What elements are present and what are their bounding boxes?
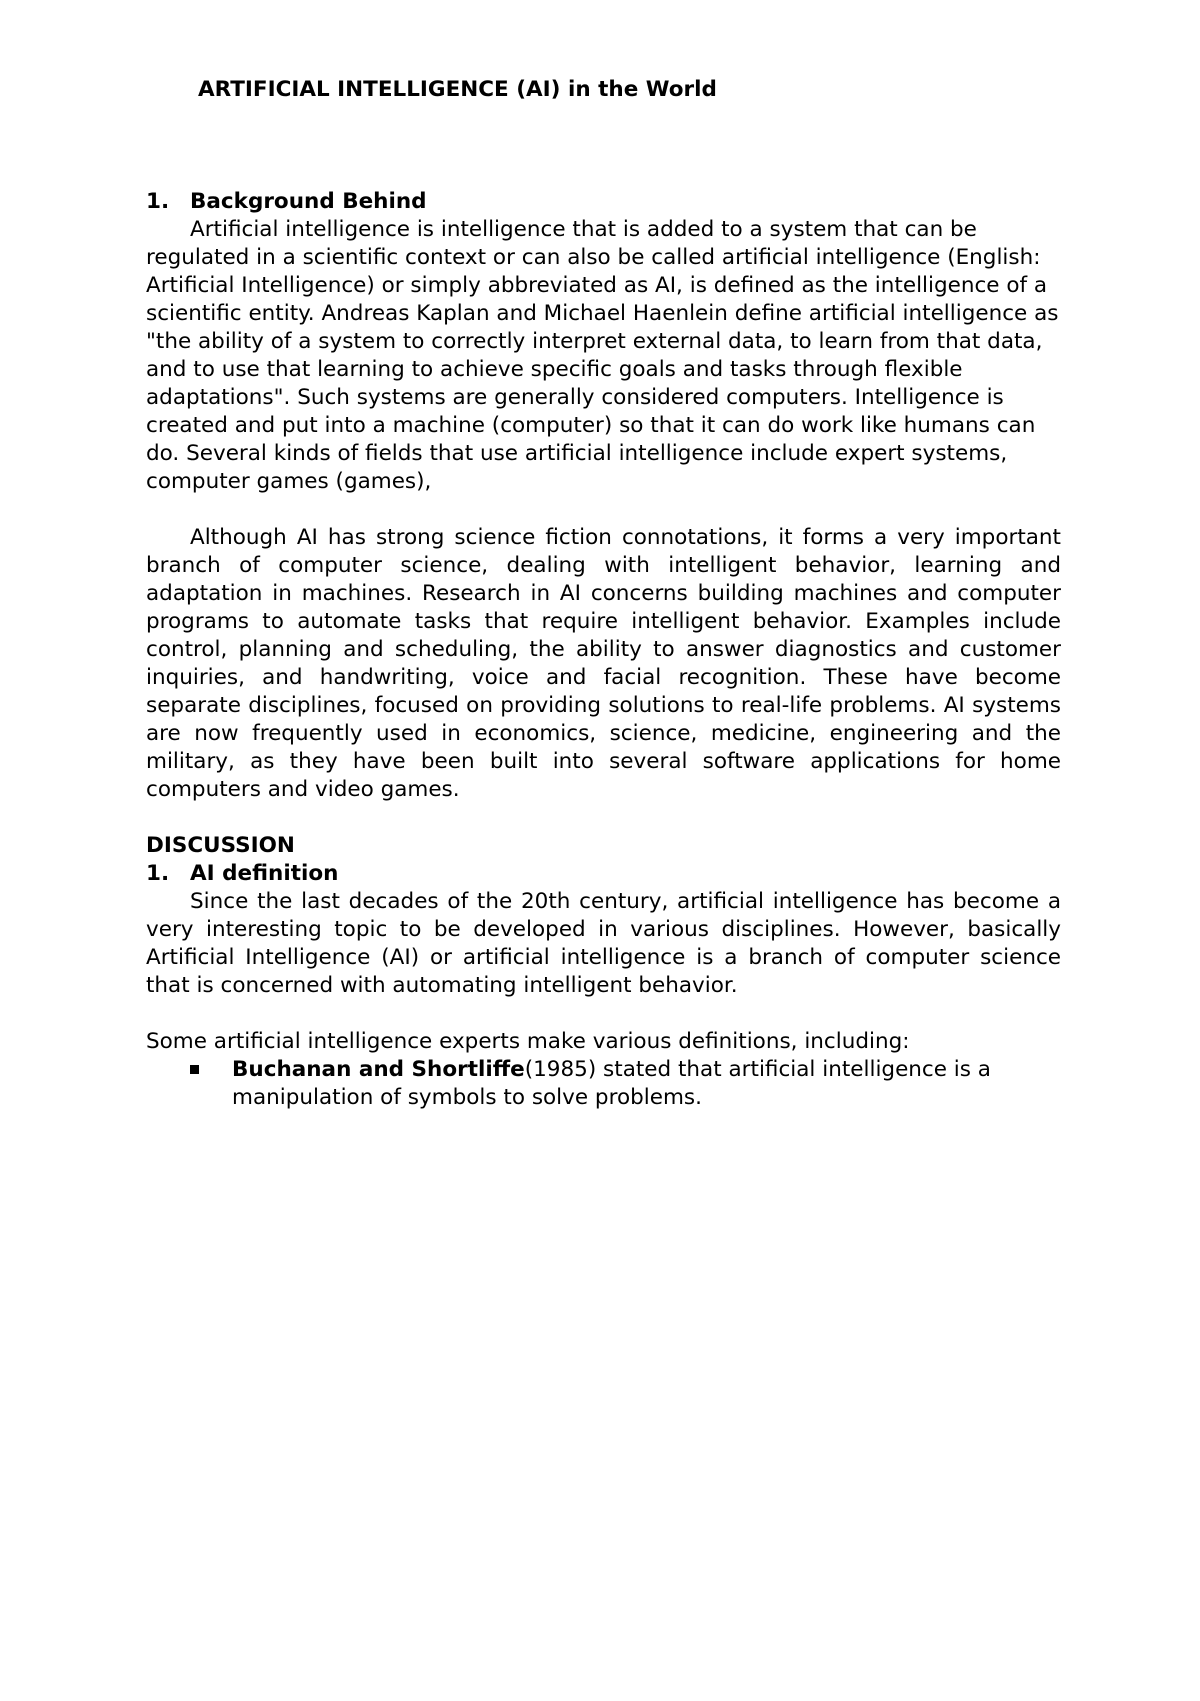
definition-list: [146, 1056, 1061, 1112]
section-title: AI definition: [190, 861, 339, 886]
background-paragraph-2: Although AI has strong science fiction connotations, it forms a very important branch of computer science, dealing with intelligent behavior, learning and adaptation in machines. Research in AI concerns building machines and computer programs to automate tasks that require intelligent behavior. Examples include control, planning and scheduling, the ability to answer diagnostics and customer inquiries, and handwriting, voice and facial recognition. These have become separate disciplines, focused on providing solutions to real-life problems. AI systems are now frequently used in economics, science, medicine, engineering and the military, as they have been built into several software applications for home computers and video games.: [146, 525, 1061, 802]
document-page: [146, 76, 1061, 1112]
list-item-author: Buchanan and Shortliffe: [232, 1057, 525, 1082]
definition-paragraph-1: Since the last decades of the 20th century, artificial intelligence has become a very interesting topic to be developed in various disciplines. However, basically Artificial Intelligence (AI) or artificial intelligence is a branch of computer science that is concerned with automating intelligent behavior.: [146, 889, 1061, 998]
section-number: 1.: [146, 861, 170, 886]
square-bullet-icon: [190, 1065, 199, 1074]
paragraph-spacer: [146, 1000, 1061, 1028]
list-item: [232, 1056, 1061, 1112]
document-title: ARTIFICIAL INTELLIGENCE (AI) in the World: [198, 77, 717, 102]
list-item-text: (1985) stated that artificial intelligence is a manipulation of symbols to solve problems.: [232, 1057, 991, 1110]
background-paragraph-1: Artificial intelligence is intelligence that is added to a system that can be regulated in a scientific context or can also be called artificial intelligence (English: Artificial Intelligence) or simply abbreviated as AI, is defined as the intelligence of a scientific entity. Andreas Kaplan and Michael Haenlein define artificial intelligence as "the ability of a system to correctly interpret external data, to learn from that data, and to use that learning to achieve specific goals and tasks through flexible adaptations". Such systems are generally considered computers. Intelligence is created and put into a machine (computer) so that it can do work like humans can do. Several kinds of fields that use artificial intelligence include expert systems, computer games (games),: [146, 217, 1059, 494]
section-heading-background: [146, 188, 1061, 216]
section-number: 1.: [146, 189, 170, 214]
paragraph-spacer: [146, 496, 1061, 524]
definition-paragraph-2: Some artificial intelligence experts make various definitions, including:: [146, 1029, 910, 1054]
paragraph-spacer: [146, 804, 1061, 832]
section-heading-ai-definition: [146, 860, 1061, 888]
section-title: Background Behind: [190, 189, 427, 214]
title-spacer: [146, 104, 1061, 188]
discussion-heading: DISCUSSION: [146, 833, 295, 858]
